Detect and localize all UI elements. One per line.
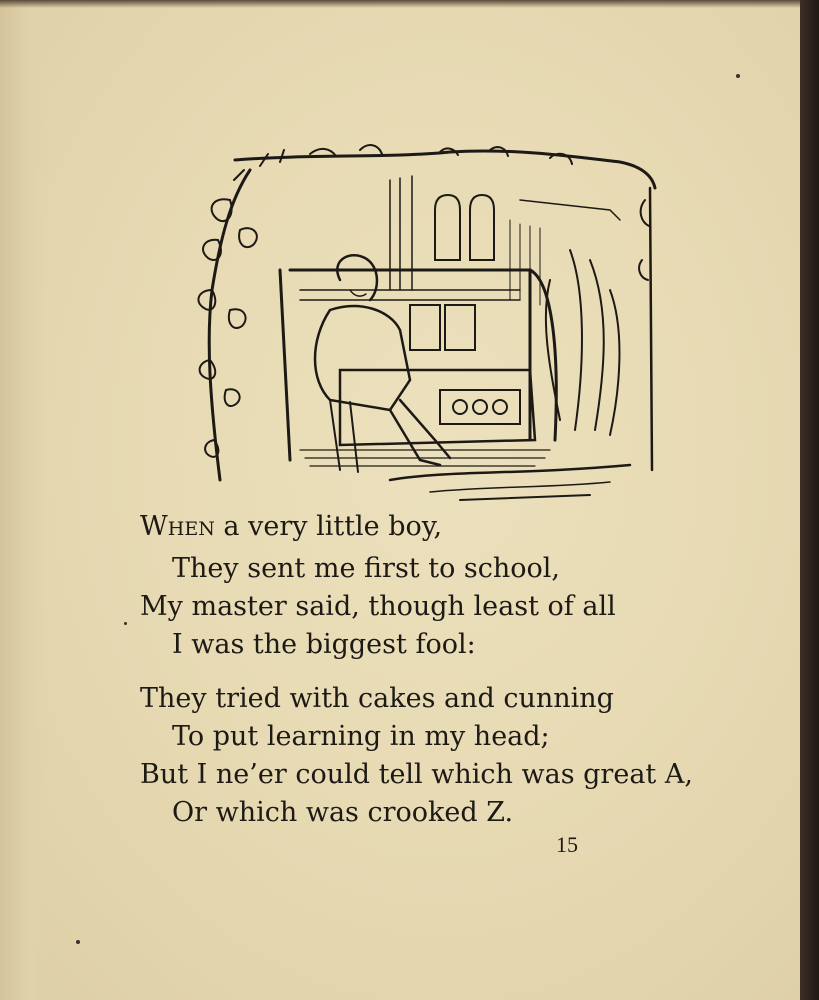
top-edge-shadow bbox=[0, 0, 800, 8]
paper-speck bbox=[76, 940, 80, 944]
binding-shadow bbox=[0, 0, 48, 1000]
poem-line: I was the biggest fool: bbox=[172, 629, 476, 660]
poem-line: My master said, though least of all bbox=[140, 591, 616, 622]
boy-on-bench-illustration bbox=[190, 140, 665, 510]
small-caps-text: hen bbox=[167, 511, 215, 542]
book-cover-edge bbox=[800, 0, 819, 1000]
page-number: 15 bbox=[556, 832, 578, 857]
poem-line: They sent me first to school, bbox=[172, 553, 561, 584]
drop-cap: W bbox=[140, 511, 168, 542]
paper-speck bbox=[124, 622, 127, 625]
line-text: a very little boy, bbox=[214, 511, 443, 542]
poem-line: But I ne’er could tell which was great A, bbox=[140, 759, 693, 790]
paper-speck bbox=[736, 74, 740, 78]
poem-line: To put learning in my head; bbox=[172, 721, 550, 752]
poem-line: Or which was crooked Z. bbox=[172, 797, 514, 828]
poem-line: They tried with cakes and cunning bbox=[140, 683, 614, 714]
poem-line bbox=[140, 510, 442, 544]
